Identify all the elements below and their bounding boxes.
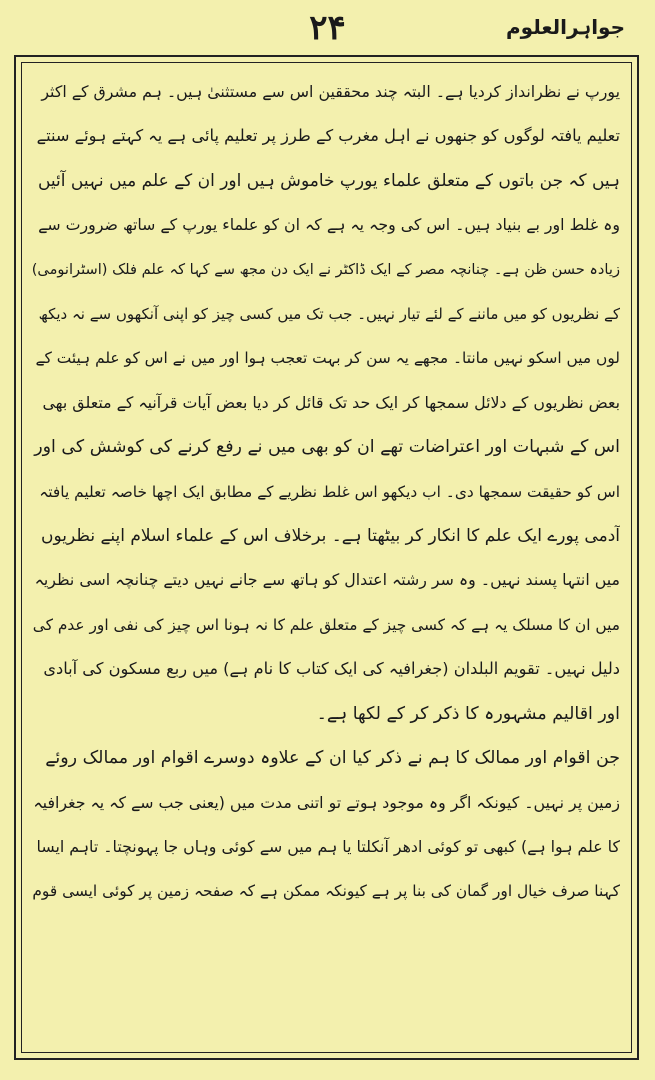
text-line: وہ غلط اور بے بنیاد ہیں۔ اس کی وجہ یہ ہے کہ ان کو علماء یورپ کے ساتھ ضرورت سے xyxy=(38,215,620,235)
text-line: یورپ نے نظرانداز کردیا ہے۔ البتہ چند محققین اس سے مستثنیٰ ہیں۔ ہم مشرق کے اکثر xyxy=(41,82,620,101)
text-line: لوں میں اسکو نہیں مانتا۔ مجھے یہ سن کر بہت تعجب ہوا اور میں نے اس کو علم ہیئت کے xyxy=(35,349,620,368)
running-head: جواہرالعلوم xyxy=(506,15,625,39)
text-line: ہیں کہ جن باتوں کے متعلق علماء یورپ خاموش ہیں اور ان کے علم میں نہیں آئیں xyxy=(37,170,620,191)
page-header xyxy=(20,6,635,50)
text-line: اس کے شبہات اور اعتراضات تھے ان کو بھی میں نے رفع کرنے کی کوشش کی اور xyxy=(34,437,620,458)
text-line: دلیل نہیں۔ تقویم البلدان (جغرافیہ کی ایک کتاب کا نام ہے) میں ربع مسکون کی آبادی xyxy=(43,659,620,679)
text-line: اور اقالیم مشہورہ کا ذکر کر کے لکھا ہے۔ xyxy=(316,703,620,724)
text-line: تعلیم یافتہ لوگوں کو جنھوں نے اہل مغرب کے طرز پر تعلیم پائی ہے یہ کہتے ہوئے سنتے xyxy=(36,126,620,146)
text-line: کہنا صرف خیال اور گمان کی بنا پر ہے کیونکہ ممکن ہے کہ صفحہ زمین پر کوئی ایسی قوم xyxy=(32,882,620,901)
body-text xyxy=(30,70,620,1030)
text-line: آدمی پورے ایک علم کا انکار کر بیٹھتا ہے۔ برخلاف اس کے علماء اسلام اپنے نظریوں xyxy=(41,526,620,547)
paragraph-1 xyxy=(30,70,620,736)
text-line: جن اقوام اور ممالک کا ہم نے ذکر کیا ان کے علاوہ دوسرے اقوام اور ممالک روئے xyxy=(45,748,620,769)
text-line: میں انتہا پسند نہیں۔ وہ سر رشتہ اعتدال کو ہاتھ سے جانے نہیں دیتے چنانچہ اسی نظریہ xyxy=(34,570,620,590)
text-line: کے نظریوں کو میں ماننے کے لئے تیار نہیں۔ جب تک میں کسی چیز کو اپنی آنکھوں سے نہ دیکھ xyxy=(38,305,620,324)
text-line: زمین پر نہیں۔ کیونکہ اگر وہ موجود ہوتے تو اتنی مدت میں (یعنی جب سے کہ یہ جغرافیہ xyxy=(33,792,620,812)
text-line: کا علم ہوا ہے) کبھی تو کوئی ادھر آنکلتا یا ہم میں سے کوئی وہاں جا پہونچتا۔ تاہم ایسا xyxy=(36,836,620,856)
text-line: میں ان کا مسلک یہ ہے کہ کسی چیز کے متعلق علم کا نہ ہونا اس چیز کی نفی اور عدم کی xyxy=(32,615,620,634)
text-line: اس کو حقیقت سمجھا دی۔ اب دیکھو اس غلط نظریے کے مطابق ایک اچھا خاصہ تعلیم یافتہ xyxy=(39,482,620,501)
page-number: ۲۴ xyxy=(309,8,346,48)
text-line: بعض نظریوں کے دلائل سمجھا کر ایک حد تک قائل کر دیا بعض آیات قرآنیہ کے متعلق بھی xyxy=(42,392,620,412)
paragraph-2 xyxy=(30,736,620,914)
text-line: زیادہ حسن ظن ہے۔ چنانچہ مصر کے ایک ڈاکٹر نے ایک دن مجھ سے کہا کہ علم فلک (اسٹرانومی) xyxy=(31,260,620,278)
